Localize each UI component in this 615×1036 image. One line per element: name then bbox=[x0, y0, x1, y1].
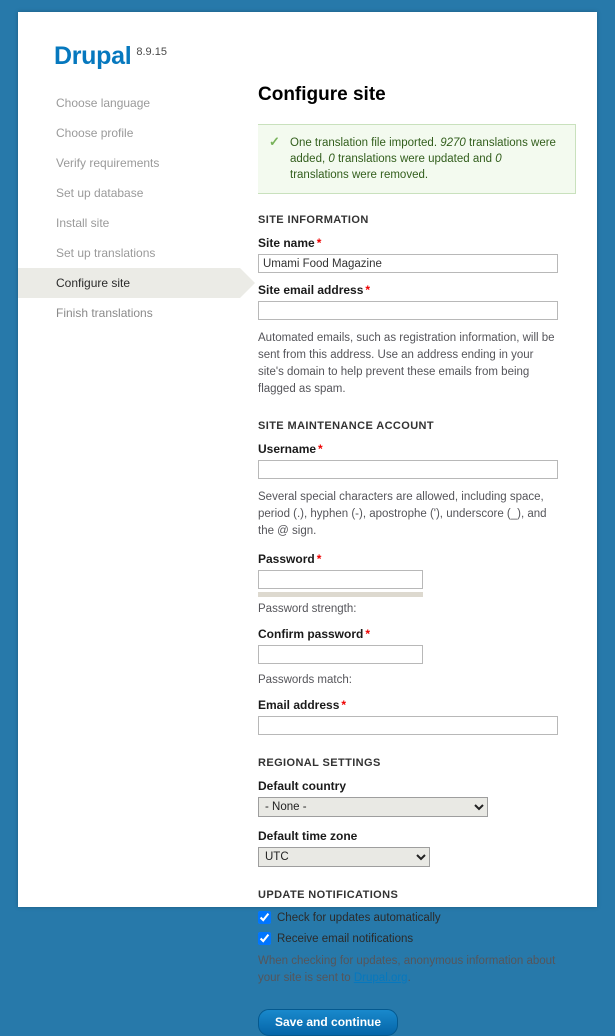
site-name-label-text: Site name bbox=[258, 236, 315, 250]
status-count-added-total: 9270 bbox=[440, 137, 466, 149]
task-install-site bbox=[18, 208, 240, 238]
status-message bbox=[258, 124, 576, 194]
password-label-text: Password bbox=[258, 552, 315, 566]
site-email-label-text: Site email address bbox=[258, 283, 364, 297]
status-text-part4: translations were removed. bbox=[290, 169, 429, 181]
status-count-updated: 0 bbox=[328, 153, 335, 165]
check-updates-checkbox[interactable] bbox=[258, 911, 271, 924]
password-input[interactable] bbox=[258, 570, 423, 589]
email-notifications-label: Receive email notifications bbox=[277, 932, 414, 945]
task-set-up-database bbox=[18, 178, 240, 208]
task-label: Install site bbox=[56, 216, 110, 230]
confirm-password-label-text: Confirm password bbox=[258, 627, 364, 641]
check-icon: ✓ bbox=[269, 134, 280, 149]
note-suffix: . bbox=[407, 972, 411, 984]
default-country-label: Default country bbox=[258, 779, 347, 793]
confirm-password-label bbox=[258, 627, 576, 641]
passwords-match-label: Passwords match: bbox=[258, 674, 352, 686]
email-address-label bbox=[258, 698, 576, 712]
status-text-part1: One translation file imported. bbox=[290, 137, 441, 149]
task-configure-site bbox=[18, 268, 240, 298]
site-email-input[interactable] bbox=[258, 301, 558, 320]
status-text-part2: translations were added, bbox=[290, 137, 556, 165]
required-marker: * bbox=[365, 283, 371, 297]
username-label-text: Username bbox=[258, 442, 317, 456]
username-label bbox=[258, 442, 576, 456]
note-prefix: When checking for updates, anonymous information about your site is sent to bbox=[258, 955, 556, 984]
main-content bbox=[258, 84, 576, 1036]
installer-task-list bbox=[18, 88, 240, 328]
task-choose-language bbox=[18, 88, 240, 118]
section-update-notifications: UPDATE NOTIFICATIONS bbox=[258, 889, 399, 901]
username-description: Several special characters are allowed, including space, period (.), hyphen (-), apostrophe ('), underscore (_), and the @ sign. bbox=[258, 491, 547, 537]
password-strength-bar bbox=[258, 592, 423, 597]
task-set-up-translations bbox=[18, 238, 240, 268]
username-input[interactable] bbox=[258, 460, 558, 479]
required-marker: * bbox=[316, 552, 322, 566]
required-marker: * bbox=[341, 698, 347, 712]
task-label: Configure site bbox=[56, 276, 131, 290]
check-updates-label: Check for updates automatically bbox=[277, 911, 441, 924]
required-marker: * bbox=[318, 442, 323, 456]
confirm-password-input[interactable] bbox=[258, 645, 423, 664]
default-timezone-select[interactable] bbox=[258, 847, 430, 867]
site-email-description: Automated emails, such as registration information, will be sent from this address. Use an address ending in your site's domain to help prevent these emails from being flagged as spam. bbox=[258, 332, 555, 395]
password-label bbox=[258, 552, 576, 566]
task-label: Choose language bbox=[56, 96, 151, 110]
status-count-removed: 0 bbox=[495, 153, 502, 165]
site-name-input[interactable] bbox=[258, 254, 558, 273]
task-label: Finish translations bbox=[56, 306, 153, 320]
default-country-select[interactable] bbox=[258, 797, 488, 817]
default-timezone-label: Default time zone bbox=[258, 829, 358, 843]
task-label: Set up database bbox=[56, 186, 144, 200]
section-regional-settings: REGIONAL SETTINGS bbox=[258, 757, 381, 769]
task-choose-profile bbox=[18, 118, 240, 148]
task-label: Choose profile bbox=[56, 126, 134, 140]
drupal-logo bbox=[54, 42, 167, 71]
email-notifications-row[interactable] bbox=[258, 932, 576, 945]
required-marker: * bbox=[365, 627, 371, 641]
page-title: Configure site bbox=[258, 84, 386, 105]
status-text-part3: translations were updated and bbox=[334, 153, 496, 165]
section-site-information: SITE INFORMATION bbox=[258, 214, 369, 226]
brand-name: Drupal bbox=[54, 42, 132, 70]
email-notifications-checkbox[interactable] bbox=[258, 932, 271, 945]
save-and-continue-button[interactable]: Save and continue bbox=[258, 1009, 398, 1036]
drupal-org-link[interactable]: Drupal.org bbox=[353, 972, 408, 984]
task-label: Set up translations bbox=[56, 246, 156, 260]
site-name-label bbox=[258, 236, 576, 250]
task-finish-translations bbox=[18, 298, 240, 328]
site-email-label bbox=[258, 283, 576, 297]
installer-panel bbox=[18, 12, 597, 1029]
email-address-label-text: Email address bbox=[258, 698, 340, 712]
required-marker: * bbox=[316, 236, 322, 250]
task-label: Verify requirements bbox=[56, 156, 160, 170]
email-address-input[interactable] bbox=[258, 716, 558, 735]
password-strength-label: Password strength: bbox=[258, 603, 357, 615]
brand-version: 8.9.15 bbox=[136, 45, 167, 58]
task-verify-requirements bbox=[18, 148, 240, 178]
check-updates-row[interactable] bbox=[258, 911, 576, 924]
section-site-maintenance-account: SITE MAINTENANCE ACCOUNT bbox=[258, 420, 435, 432]
update-notifications-note bbox=[258, 953, 558, 987]
